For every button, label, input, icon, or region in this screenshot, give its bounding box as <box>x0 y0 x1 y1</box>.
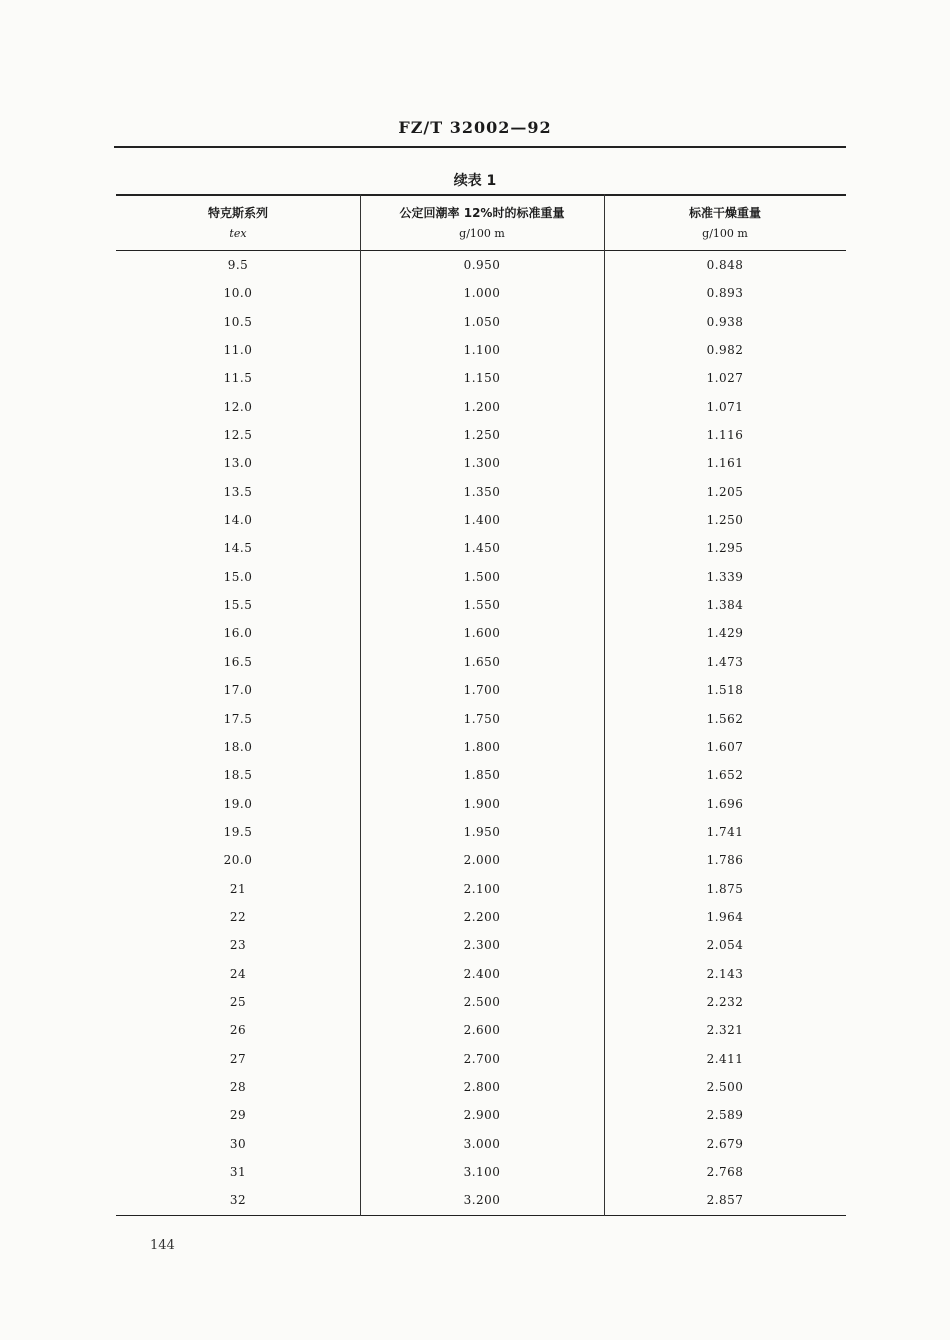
table-cell: 25 <box>229 994 247 1009</box>
column-header-unit: g/100 m <box>459 227 505 240</box>
table-cell: 10.0 <box>223 286 253 301</box>
table-row <box>116 508 846 536</box>
table-cell: 1.071 <box>706 399 744 414</box>
table-cell: 1.200 <box>463 399 501 414</box>
table-cell: 12.0 <box>223 399 253 414</box>
table-row <box>116 763 846 791</box>
table-cell: 1.750 <box>463 711 501 726</box>
table-cell: 2.679 <box>706 1136 744 1151</box>
table-cell: 2.768 <box>706 1165 744 1179</box>
table-cell: 1.295 <box>706 541 744 556</box>
table-cell: 14.5 <box>223 541 253 556</box>
table-caption: 续表 1 <box>453 173 497 189</box>
table-cell: 1.850 <box>463 768 501 783</box>
standard-code-header: FZ/T 32002—92 <box>398 118 552 137</box>
table-cell: 23 <box>229 938 247 953</box>
table-cell: 1.786 <box>706 853 744 868</box>
table-cell: 10.5 <box>223 314 253 329</box>
table-row <box>116 848 846 876</box>
table-row <box>116 423 846 451</box>
table-cell: 13.5 <box>223 484 253 499</box>
table-row <box>116 1075 846 1103</box>
table-cell: 2.321 <box>706 1023 744 1038</box>
table-row <box>116 678 846 706</box>
table-cell: 2.800 <box>463 1079 501 1094</box>
table-cell: 1.900 <box>463 796 501 811</box>
column-header-title: 标准干燥重量 <box>688 206 761 220</box>
table-cell: 18.0 <box>223 739 253 754</box>
table-cell: 1.429 <box>706 626 744 641</box>
table-cell: 1.339 <box>706 569 744 584</box>
table-cell: 0.982 <box>706 343 744 358</box>
table-row <box>116 1103 846 1131</box>
table-row <box>116 480 846 508</box>
table-cell: 12.5 <box>223 428 253 443</box>
table-cell: 2.411 <box>706 1051 744 1066</box>
table-cell: 17.5 <box>223 711 253 726</box>
table-cell: 1.100 <box>463 343 501 358</box>
table-cell: 2.857 <box>706 1193 744 1208</box>
table-cell: 0.848 <box>706 258 744 272</box>
table-cell: 1.350 <box>463 484 501 499</box>
table-cell: 1.300 <box>463 456 501 471</box>
table-cell: 11.5 <box>223 371 253 386</box>
table-cell: 1.950 <box>463 824 501 839</box>
table-row <box>116 281 846 309</box>
table-row <box>116 933 846 961</box>
table-cell: 13.0 <box>223 456 253 471</box>
table-cell: 2.500 <box>463 994 501 1009</box>
table-cell: 1.205 <box>706 484 744 499</box>
table-cell: 1.800 <box>463 739 501 754</box>
table-row <box>116 338 846 366</box>
table-cell: 1.550 <box>463 598 501 613</box>
table-cell: 30 <box>229 1136 247 1151</box>
column-header-unit: g/100 m <box>702 227 748 240</box>
table-cell: 27 <box>229 1051 247 1066</box>
table-row <box>116 395 846 423</box>
table-cell: 0.893 <box>706 286 744 301</box>
page-number: 144 <box>150 1238 175 1253</box>
table-cell: 19.5 <box>223 824 253 839</box>
table-cell: 2.600 <box>463 1023 501 1038</box>
table-body <box>116 253 846 1217</box>
table-cell: 1.741 <box>706 824 744 839</box>
column-header-tex <box>116 194 360 251</box>
table-cell: 2.700 <box>463 1051 501 1066</box>
column-header-title: 公定回潮率 12%时的标准重量 <box>399 206 565 220</box>
table-row <box>116 1047 846 1075</box>
table-row <box>116 877 846 905</box>
table-row <box>116 1188 846 1216</box>
table-row <box>116 593 846 621</box>
table-row <box>116 792 846 820</box>
table-cell: 1.964 <box>706 909 744 924</box>
table-cell: 1.562 <box>706 711 744 726</box>
table-cell: 0.950 <box>463 258 501 272</box>
table-cell: 2.200 <box>463 909 501 924</box>
table-cell: 24 <box>229 966 247 981</box>
table-row <box>116 565 846 593</box>
table-row <box>116 536 846 564</box>
table-cell: 20.0 <box>223 853 253 868</box>
table-cell: 16.5 <box>223 654 253 669</box>
table-cell: 22 <box>229 909 247 924</box>
table-cell: 1.500 <box>463 569 501 584</box>
table-row <box>116 1160 846 1188</box>
table-row <box>116 451 846 479</box>
table-cell: 29 <box>229 1108 247 1123</box>
header-rule <box>114 146 846 148</box>
table-row <box>116 621 846 649</box>
table-cell: 1.650 <box>463 654 501 669</box>
table-row <box>116 366 846 394</box>
table-cell: 1.400 <box>463 513 501 528</box>
table-row <box>116 253 846 281</box>
table-cell: 11.0 <box>223 343 253 358</box>
table-row <box>116 650 846 678</box>
table-cell: 3.000 <box>463 1136 501 1151</box>
table-cell: 2.900 <box>463 1108 501 1123</box>
table-cell: 2.100 <box>463 881 501 896</box>
table-cell: 31 <box>229 1165 247 1179</box>
table-row <box>116 1132 846 1160</box>
table-cell: 1.473 <box>706 654 744 669</box>
table-cell: 32 <box>229 1193 247 1208</box>
table-cell: 1.116 <box>706 428 744 443</box>
table-cell: 2.000 <box>463 853 501 868</box>
table-cell: 1.600 <box>463 626 501 641</box>
table-cell: 1.652 <box>706 768 744 783</box>
table-cell: 28 <box>229 1079 247 1094</box>
table-row <box>116 310 846 338</box>
table-cell: 26 <box>229 1023 247 1038</box>
table-cell: 1.027 <box>706 371 744 386</box>
table-cell: 15.0 <box>223 569 253 584</box>
column-header-title: 特克斯系列 <box>207 206 268 220</box>
table-cell: 3.100 <box>463 1165 501 1179</box>
table-cell: 1.450 <box>463 541 501 556</box>
table-cell: 1.518 <box>706 683 744 698</box>
table-cell: 1.150 <box>463 371 501 386</box>
table-row <box>116 905 846 933</box>
data-table <box>116 194 846 1216</box>
table-cell: 15.5 <box>223 598 253 613</box>
table-cell: 1.250 <box>463 428 501 443</box>
table-row <box>116 962 846 990</box>
table-cell: 2.232 <box>706 994 744 1009</box>
table-row <box>116 820 846 848</box>
column-header-unit: tex <box>229 227 247 240</box>
table-cell: 17.0 <box>223 683 253 698</box>
table-cell: 16.0 <box>223 626 253 641</box>
table-row <box>116 1018 846 1046</box>
table-row <box>116 990 846 1018</box>
column-header-standard-weight <box>360 194 604 251</box>
table-cell: 2.300 <box>463 938 501 953</box>
table-cell: 19.0 <box>223 796 253 811</box>
table-cell: 1.607 <box>706 739 744 754</box>
table-cell: 2.054 <box>706 938 744 953</box>
table-cell: 2.500 <box>706 1079 744 1094</box>
table-cell: 14.0 <box>223 513 253 528</box>
column-header-dry-weight <box>604 194 846 251</box>
table-cell: 2.400 <box>463 966 501 981</box>
table-cell: 1.050 <box>463 314 501 329</box>
table-cell: 1.384 <box>706 598 744 613</box>
table-cell: 1.000 <box>463 286 501 301</box>
table-cell: 2.143 <box>706 966 744 981</box>
table-row <box>116 707 846 735</box>
table-cell: 2.589 <box>706 1108 744 1123</box>
table-cell: 1.696 <box>706 796 744 811</box>
table-cell: 1.875 <box>706 881 744 896</box>
table-cell: 18.5 <box>223 768 253 783</box>
table-cell: 21 <box>229 881 247 896</box>
table-cell: 9.5 <box>227 258 249 272</box>
table-cell: 1.250 <box>706 513 744 528</box>
table-row <box>116 735 846 763</box>
table-cell: 1.700 <box>463 683 501 698</box>
table-cell: 0.938 <box>706 314 744 329</box>
table-cell: 3.200 <box>463 1193 501 1208</box>
table-cell: 1.161 <box>706 456 744 471</box>
